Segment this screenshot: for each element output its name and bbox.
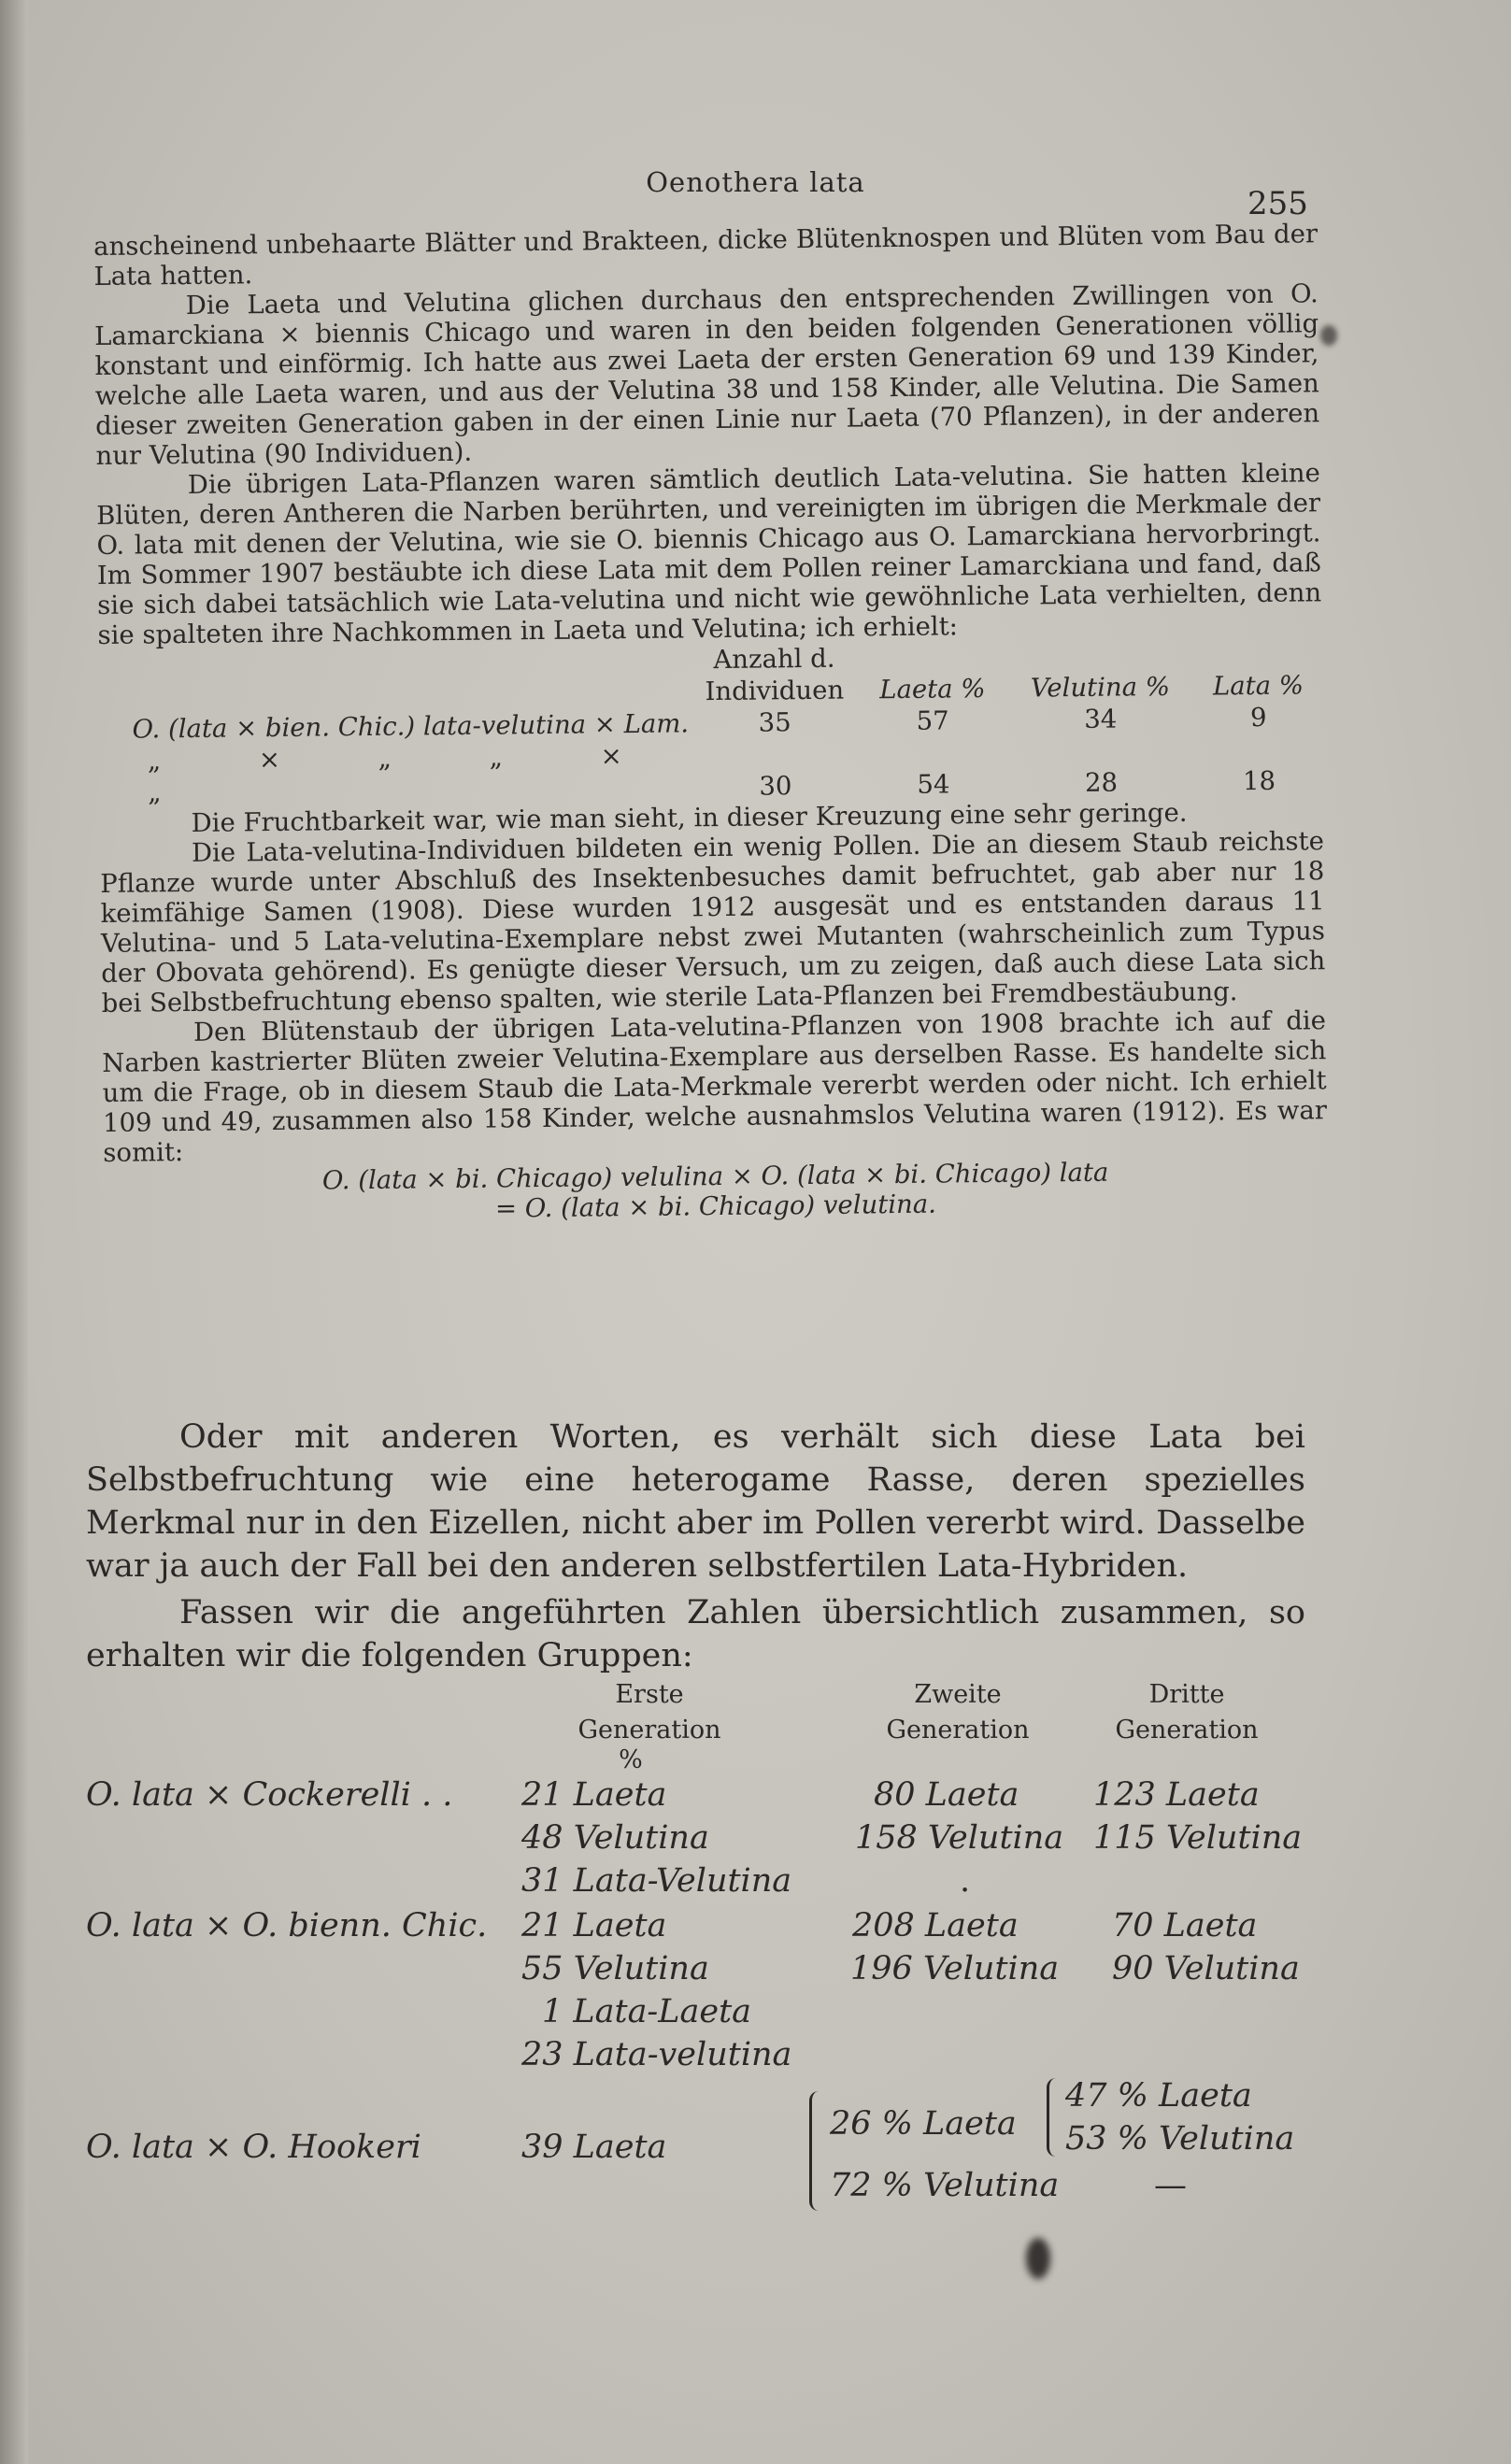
paragraph-7: Oder mit anderen Worten, es verhält sich diese Lata bei Selbstbefruchtung wie eine heterogame Rasse, deren spezielles Merkmal nur in den Eizellen, nicht aber im Pollen vererbt wird. Dasselbe war ja auch der Fall bei den anderen selbstfertilen Lata-Hybriden. (86, 1418, 1305, 1585)
cockerelli-third-2: 115 Velutina (1093, 1819, 1303, 1857)
biennis-third-2: 90 Velutina (1112, 1950, 1300, 1987)
paragraph-8: Fassen wir die angeführten Zahlen übersichtlich zusammen, so erhalten wir die folgenden Gruppen: (86, 1594, 1305, 1674)
crossing-table-header (98, 637, 1323, 714)
biennis-second-1: 208 Laeta (852, 1907, 1019, 1944)
header-individuen: Anzahl d. Individuen (705, 643, 845, 707)
paragraph-1: anscheinend unbehaarte Blätter und Brakteen, dicke Blütenknospen und Blüten vom Bau der Lata hatten. (93, 219, 1319, 292)
cockerelli-first-3: 31 Lata-Velutina (521, 1862, 792, 1900)
cell-laeta: 54 (917, 769, 950, 800)
cockerelli-first-1: 21 Laeta (521, 1776, 667, 1814)
biennis-first-4: 23 Lata-velutina (521, 2036, 792, 2073)
cell-lata: 9 (1249, 702, 1267, 734)
paragraph-3: Die übrigen Lata-Pflanzen waren sämtlich deutlich Lata-velutina. Sie hatten kleine Blüten, deren Antheren die Narben berührten, und vereinigten im übrigen die Merkmale der O. lata mit denen der Velutina, wie sie O. biennis Chicago aus O. Lamarckiana hervorbringt. Im Sommer 1907 bestäubte ich diese Lata mit dem Pollen reiner Lamarckiana und fand, daß sie sich dabei tatsächlich wie Lata-velutina und nicht wie gewöhnliche Lata verhielten, denn sie spalteten ihre Nachkommen in Laeta und Velutina; ich erhielt: (96, 458, 1322, 650)
ink-blot (1320, 325, 1337, 346)
biennis-first-1: 21 Laeta (521, 1907, 667, 1944)
running-title: Oenothera lata (646, 166, 865, 198)
group-label-biennis: O. lata × O. bienn. Chic. (86, 1907, 488, 1944)
biennis-third-1: 70 Laeta (1112, 1907, 1258, 1944)
formula-line-2: = O. (lata × bi. Chicago) velutina. (494, 1189, 937, 1224)
cockerelli-second-2: 158 Velutina (855, 1819, 1064, 1857)
header-second-generation: Zweite Generation (886, 1680, 1030, 1745)
group-label-hookeri: O. lata × O. Hookeri (86, 2129, 421, 2166)
page-number: 255 (1247, 185, 1308, 222)
page-binding-shadow (0, 0, 28, 2464)
hookeri-third-2: 53 % Velutina (1065, 2120, 1295, 2158)
row-label: O. (lata × bien. Chic.) lata-velutina × Lam. (132, 708, 690, 745)
cockerelli-second-3: . (960, 1862, 971, 1900)
row-label: „ × „ „ × „ (147, 741, 622, 808)
ink-blot (1026, 2238, 1050, 2279)
hookeri-third-3: — (1154, 2167, 1187, 2204)
cell-velutina: 28 (1084, 767, 1119, 798)
paragraph-5: Die Lata-velutina-Individuen bildeten ein wenig Pollen. Die an diesem Staub reichste Pflanze wurde unter Abschluß des Insektenbesuches damit befruchtet, gab aber nur 18 keimfähige Samen (1908). Diese wurden 1912 ausgesät und es entstanden daraus 11 Velutina- und 5 Lata-velutina-Exemplare nebst zwei Mutanten (wahrscheinlich zum Typus der Obovata gehörend). Es genügte dieser Versuch, um zu zeigen, daß auch diese Lata sich bei Selbstbefruchtung ebenso spalten, wie sterile Lata-Pflanzen bei Fremdbestäubung. (100, 826, 1326, 1018)
cell-velutina: 34 (1084, 704, 1118, 734)
header-laeta: Laeta % (879, 674, 986, 705)
biennis-first-2: 55 Velutina (521, 1950, 709, 1987)
crossing-table (98, 637, 1324, 809)
paragraph-2: Die Laeta und Velutina glichen durchaus den entsprechenden Zwillingen von O. Lamarckiana × biennis Chicago und waren in den beiden folgenden Generationen völlig konstant und einförmig. Ich hatte aus zwei Laeta der ersten Generation 69 und 139 Kinder, welche alle Laeta waren, und aus der Velutina 38 und 158 Kinder, alle Velutina. Die Samen dieser zweiten Generation gaben in der einen Linie nur Laeta (70 Pflanzen), in der anderen nur Velutina (90 Individuen). (94, 278, 1320, 471)
lower-section (86, 1416, 1305, 1677)
biennis-first-3: 1 Lata-Laeta (542, 1993, 752, 2030)
group-label-cockerelli: O. lata × Cockerelli . . (86, 1776, 453, 1814)
cockerelli-second-1: 80 Laeta (874, 1776, 1019, 1814)
paragraph-4: Die Fruchtbarkeit war, wie man sieht, in dieser Kreuzung eine sehr geringe. (191, 797, 1188, 838)
header-first-generation: Erste Generation (577, 1680, 721, 1745)
paragraph-6: Den Blütenstaub der übrigen Lata-velutina-Pflanzen von 1908 brachte ich auf die Narben kastrierter Blüten zweier Velutina-Exemplare aus derselben Rasse. Es handelte sich um die Frage, ob in diesem Staub die Lata-Merkmale vererbt werden oder nicht. Ich erhielt 109 und 49, zusammen also 158 Kinder, welche ausnahmslos Velutina waren (1912). Es war somit: (102, 1005, 1328, 1168)
formula-line-1: O. (lata × bi. Chicago) velulina × O. (lata × bi. Chicago) lata (321, 1157, 1109, 1196)
header-third-generation: Dritte Generation (1115, 1680, 1259, 1745)
cockerelli-third-1: 123 Laeta (1093, 1776, 1260, 1814)
cell-lata: 18 (1242, 765, 1276, 797)
header-velutina: Velutina % (1030, 671, 1171, 704)
cell-n: 35 (758, 707, 791, 738)
header-lata: Lata % (1212, 670, 1304, 702)
header-first-unit: % (619, 1745, 643, 1774)
cockerelli-first-2: 48 Velutina (521, 1819, 709, 1857)
hookeri-second-1: 26 % Laeta (830, 2105, 1017, 2143)
third-generation-brace (1047, 2078, 1059, 2157)
cell-n: 30 (759, 771, 792, 802)
second-generation-brace (809, 2091, 821, 2211)
biennis-second-2: 196 Velutina (850, 1950, 1060, 1987)
hookeri-second-2: 72 % Velutina (830, 2167, 1060, 2204)
cell-laeta: 57 (916, 705, 949, 736)
upper-section (93, 219, 1328, 1228)
hookeri-third-1: 47 % Laeta (1065, 2077, 1252, 2115)
hookeri-first-1: 39 Laeta (521, 2129, 667, 2166)
